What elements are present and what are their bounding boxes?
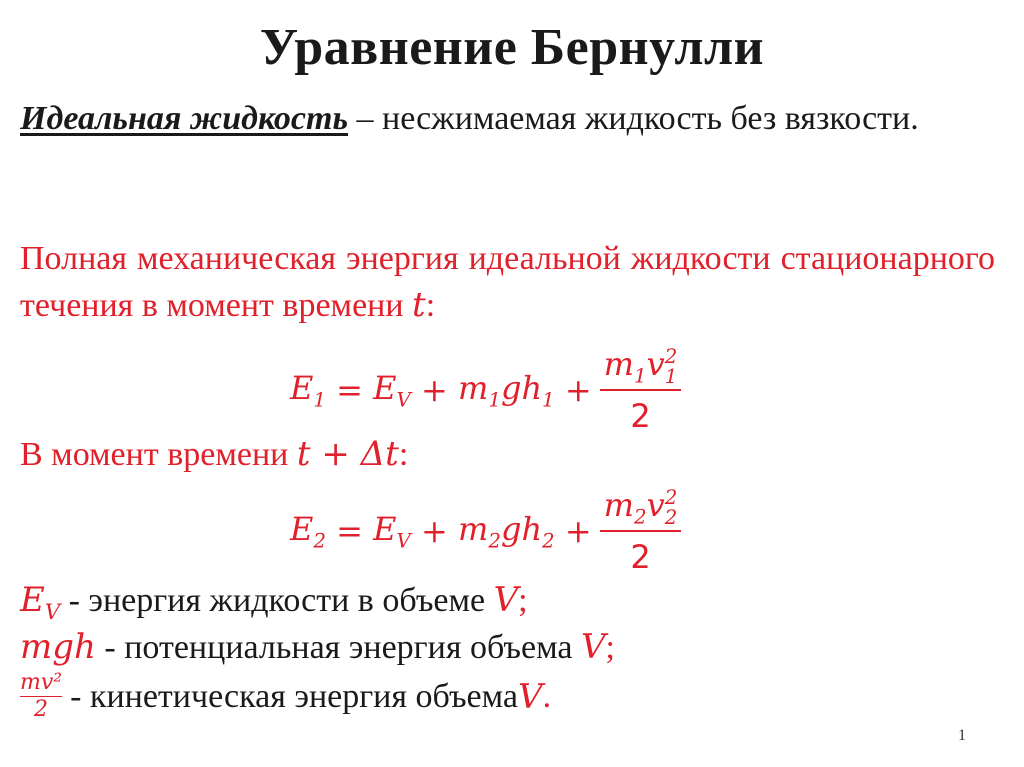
time-shift-line: [20, 432, 408, 477]
slide-title: Уравнение Бернулли: [259, 19, 765, 76]
time-shift-expr: t + Δt: [296, 434, 399, 474]
energy-paragraph: [20, 236, 995, 329]
kinetic-definition-text: - кинетическая энергия объема: [70, 677, 519, 715]
eq1-term-mgh: $m_1gh_1$: [457, 369, 555, 412]
kinetic-definition-end: .: [542, 677, 552, 715]
ev-definition-end: ;: [518, 582, 528, 619]
eq2-lhs: $E_2$: [290, 510, 326, 553]
definition-dash: –: [348, 100, 382, 137]
definition-term: Идеальная жидкость: [20, 100, 348, 137]
time-variable: t: [412, 285, 426, 325]
eq2-fraction-denominator: 2: [630, 538, 651, 577]
definition-text: несжимаемая жидкость без вязкости.: [382, 100, 919, 137]
time-shift-text: В момент времени: [20, 436, 297, 473]
kinetic-fraction-denominator: 2: [34, 697, 49, 722]
equation-e2: [290, 486, 681, 576]
mgh-definition-line: [20, 625, 615, 670]
ev-volume-var: V: [493, 580, 519, 620]
eq2-plus-1: +: [410, 512, 458, 551]
eq1-equals: =: [325, 371, 374, 410]
kinetic-definition-line: [20, 670, 551, 723]
page-number: 1: [958, 727, 966, 744]
mgh-volume-var: V: [580, 627, 606, 667]
kinetic-fraction-numerator: mv²: [20, 670, 63, 695]
eq1-lhs: $E_1$: [290, 369, 326, 412]
eq1-term-ev: $E_V$: [373, 369, 411, 412]
eq2-equals: =: [325, 512, 374, 551]
kinetic-symbol-fraction: [20, 670, 62, 723]
mgh-symbol: mgh: [20, 627, 96, 667]
eq1-plus-2: +: [554, 371, 592, 410]
ev-symbol: $E_V$: [20, 580, 61, 624]
eq1-fraction-denominator: 2: [630, 397, 651, 436]
mgh-definition-end: ;: [605, 629, 615, 666]
eq1-kinetic-fraction: [600, 345, 682, 435]
definition-paragraph: [20, 96, 995, 142]
ev-definition-text: - энергия жидкости в объеме: [60, 582, 494, 619]
equation-e1: [290, 345, 681, 435]
energy-paragraph-end: :: [425, 287, 436, 324]
eq1-fraction-numerator: $m_1v$ 2 1: [603, 344, 678, 388]
mgh-definition-text: - потенциальная энергия объема: [95, 629, 581, 666]
time-shift-end: :: [398, 436, 409, 473]
eq2-plus-2: +: [554, 512, 592, 551]
eq2-term-mgh: $m_2gh_2$: [457, 510, 555, 553]
eq2-kinetic-fraction: [600, 486, 682, 576]
eq1-plus-1: +: [410, 371, 458, 410]
energy-paragraph-text: Полная механическая энергия идеальной жидкости стационарного течения в момент времени: [20, 240, 995, 324]
eq2-fraction-numerator: $m_2v$ 2 2: [603, 485, 678, 529]
kinetic-volume-var: V: [518, 676, 543, 717]
eq2-term-ev: $E_V$: [373, 510, 411, 553]
